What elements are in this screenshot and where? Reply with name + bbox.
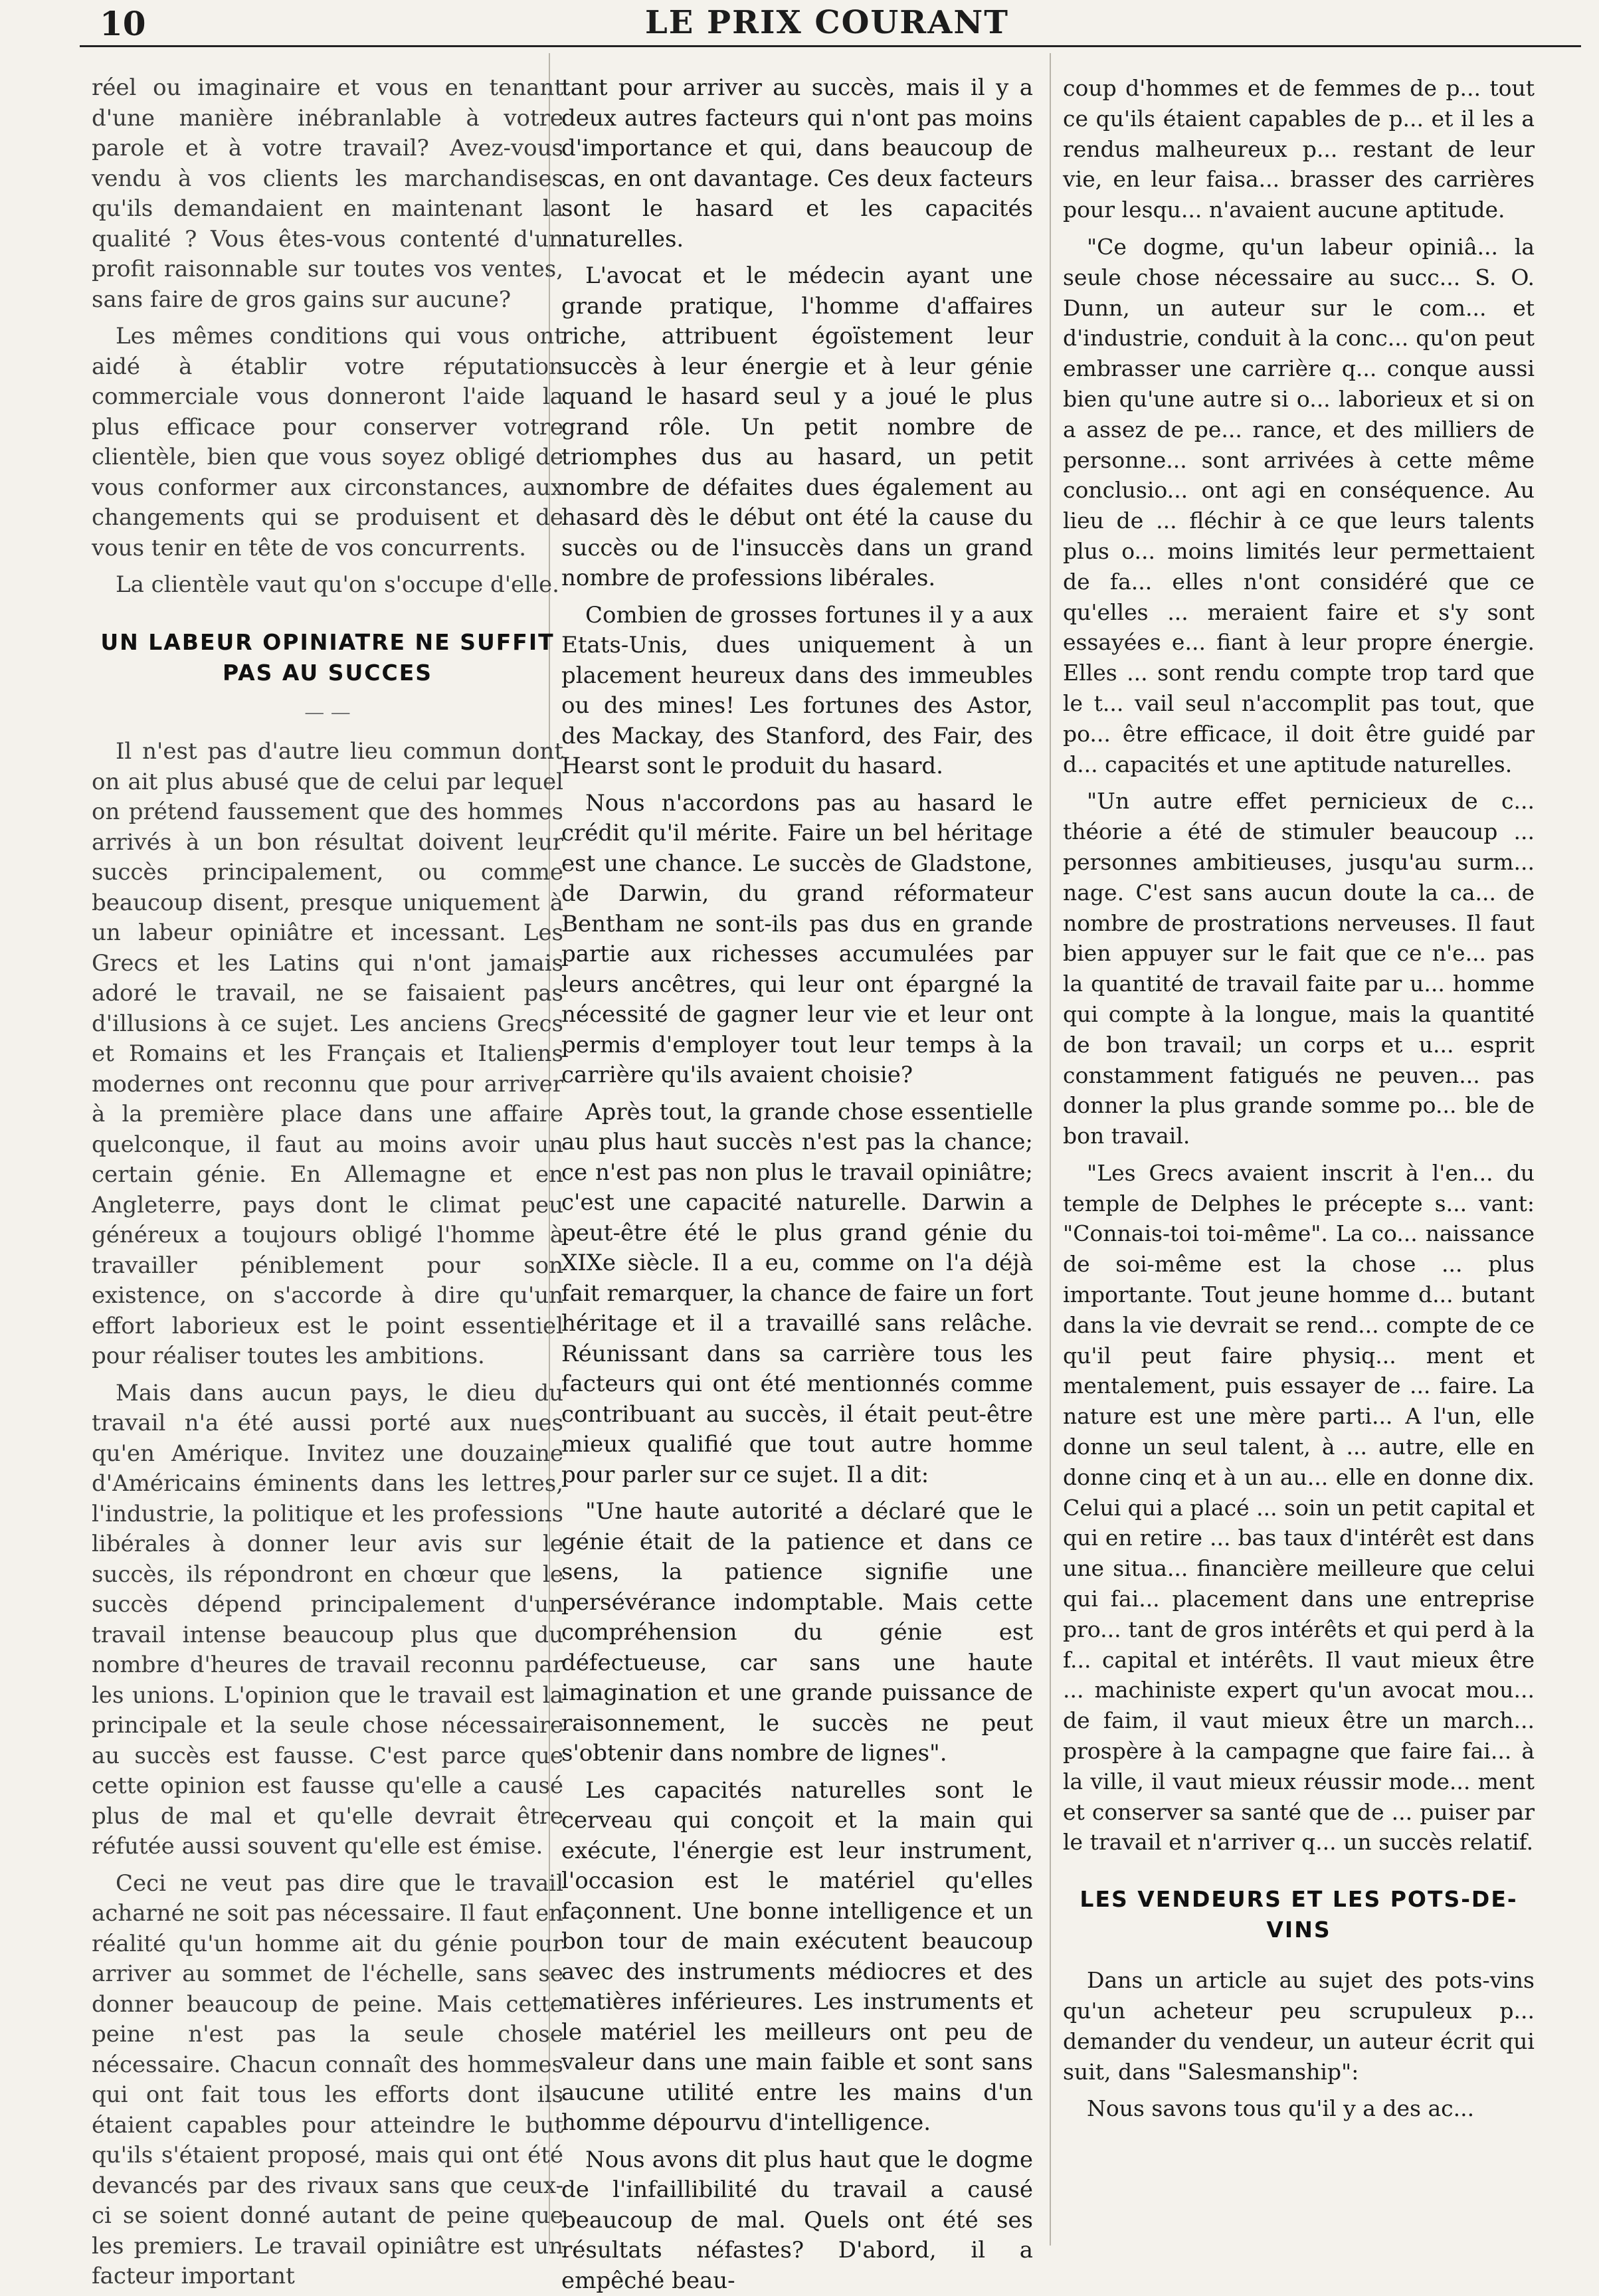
page-number: 10	[100, 4, 146, 43]
column-divider	[1050, 53, 1051, 2246]
paragraph: Il n'est pas d'autre lieu commun dont on ait plus abusé que de celui par lequel on prétend faussement que des hommes arrivés à un bon résultat doivent leur succès principalement, ou comme beaucoup disent, presque uniquement à un labeur opiniâtre et incessant. Les Grecs et les Latins qui n'ont jamais adoré le travail, ne se faisaient pas d'illusions à ce sujet. Les anciens Grecs et Romains et les Français et Italiens modernes ont reconnu que pour arriver à la première place dans une affaire quelconque, il faut au moins avoir un certain génie. En Allemagne et en Angleterre, pays dont le climat peu généreux a toujours obligé l'homme à travailler péniblement pour son existence, on s'accorde à dire qu'un effort laborieux est le point essentiel pour réaliser toutes les ambitions.	[92, 737, 563, 1372]
paragraph: Les capacités naturelles sont le cerveau qui conçoit et la main qui exécute, l'énergie est leur instrument, l'occasion est le matériel qu'elles façonnent. Une bonne intelligence et un bon tour de main exécutent beaucoup avec des instruments médiocres et des matières inférieures. Les instruments et le matériel les meilleurs ont peu de valeur dans une main faible et sont sans aucune utilité entre les mains d'un homme dépourvu d'intelligence.	[561, 1776, 1033, 2139]
paragraph: réel ou imaginaire et vous en tenant d'une manière inébranlable à votre parole et à votre travail? Avez-vous vendu à vos clients les marchandises qu'ils demandaient en maintenant la qualité ? Vous êtes-vous contenté d'un profit raisonnable sur toutes vos ventes, sans faire de gros gains sur aucune?	[92, 73, 563, 315]
paragraph: Dans un article au sujet des pots-vins qu'un acheteur peu scrupuleux p... demander du vendeur, un auteur écrit qui suit, dans "Salesmanship":	[1063, 1965, 1535, 2087]
paragraph: "Une haute autorité a déclaré que le génie était de la patience et dans ce sens, la patience signifie une persévérance indomptable. Mais cette compréhension du génie est défectueuse, car sans une haute imagination et une grande puissance de raisonnement, le succès ne peut s'obtenir dans nombre de lignes".	[561, 1497, 1033, 1769]
paragraph: "Un autre effet pernicieux de c... théorie a été de stimuler beaucoup ... personnes ambitieuses, jusqu'au surm... nage. C'est sans aucun doute la ca... de nombre de prostrations nerveuses. Il faut bien appuyer sur le fait que ce n'e... pas la quantité de travail faite par u... homme qui compte à la longue, mais la quantité de bon travail; un corps et u... esprit constamment fatigués ne peuven... pas donner la plus grande somme po... ble de bon travail.	[1063, 786, 1535, 1151]
column-1	[92, 73, 563, 2279]
paragraph: "Les Grecs avaient inscrit à l'en... du temple de Delphes le précepte s... vant: "Connais-toi toi-même". La co... naissance de soi-même est la chose ... plus importante. Tout jeune homme d... butant dans la vie devrait se rend... compte de ce qu'il peut faire physiq... ment et mentalement, puis essayer de ... faire. La nature est une mère parti... A l'un, elle donne un seul talent, à ... autre, elle en donne cinq et à un au... elle en donne dix. Celui qui a placé ... soin un petit capital et qui en retire ... bas taux d'intérêt est dans une situa... financière meilleure que celui qui fai... placement dans une entreprise pro... tant de gros intérêts et qui perd à la f... capital et intérêts. Il vaut mieux être ... machiniste expert qu'un avocat mou... de faim, il vaut mieux être un march... prospère à la campagne que faire fai... à la ville, il vaut mieux réussir mode... ment et conserver sa santé que de ... puiser par le travail et n'arriver q... un succès relatif.	[1063, 1158, 1535, 1858]
heading-ornament: — —	[92, 698, 563, 728]
paragraph: Ceci ne veut pas dire que le travail acharné ne soit pas nécessaire. Il faut en réalité qu'un homme ait du génie pour arriver au sommet de l'échelle, sans se donner beaucoup de peine. Mais cette peine n'est pas la seule chose nécessaire. Chacun connaît des hommes qui ont fait tous les efforts dont ils étaient capables pour atteindre le but qu'ils s'étaient proposé, mais qui ont été devancés par des rivaux sans que ceux-ci se soient donné autant de peine que les premiers. Le travail opiniâtre est un facteur important	[92, 1869, 563, 2292]
paragraph: coup d'hommes et de femmes de p... tout ce qu'ils étaient capables de p... et il les a rendus malheureux p... restant de leur vie, en leur faisa... brasser des carrières pour lesqu... n'avaient aucune aptitude.	[1063, 73, 1535, 225]
column-2	[561, 73, 1033, 2279]
paragraph: tant pour arriver au succès, mais il y a deux autres facteurs qui n'ont pas moins d'importance et qui, dans beaucoup de cas, en ont davantage. Ces deux facteurs sont le hasard et les capacités naturelles.	[561, 73, 1033, 254]
page-header	[80, 4, 1574, 44]
paragraph: Après tout, la grande chose essentielle au plus haut succès n'est pas la chance; ce n'est pas non plus le travail opiniâtre; c'est une capacité naturelle. Darwin a peut-être été le plus grand génie du XIXe siècle. Il a eu, comme on l'a déjà fait remarquer, la chance de faire un fort héritage et il a travaillé sans relâche. Réunissant dans sa carrière tous les facteurs qui ont été mentionnés comme contribuant au succès, il était peut-être mieux qualifié que tout autre homme pour parler sur ce sujet. Il a dit:	[561, 1098, 1033, 1491]
paragraph: Les mêmes conditions qui vous ont aidé à établir votre réputation commerciale vous donneront l'aide la plus efficace pour conserver votre clientèle, bien que vous soyez obligé de vous conformer aux circonstances, aux changements qui se produisent et de vous tenir en tête de vos concurrents.	[92, 322, 563, 563]
article-heading: UN LABEUR OPINIATRE NE SUFFIT PAS AU SUCCES	[92, 627, 563, 688]
paragraph: L'avocat et le médecin ayant une grande pratique, l'homme d'affaires riche, attribuent égoïstement leur succès à leur énergie et à leur génie quand le hasard seul y a joué le plus grand rôle. Un petit nombre de triomphes dus au hasard, un petit nombre de défaites dues également au hasard dès le début ont été la cause du succès ou de l'insuccès dans un grand nombre de professions libérales.	[561, 261, 1033, 594]
paragraph: La clientèle vaut qu'on s'occupe d'elle.	[92, 570, 563, 601]
article-heading: LES VENDEURS ET LES POTS-DE-VINS	[1063, 1884, 1535, 1945]
header-rule	[80, 45, 1581, 47]
paragraph: "Ce dogme, qu'un labeur opiniâ... la seule chose nécessaire au succ... S. O. Dunn, un auteur sur le com... et d'industrie, conduit à la conc... qu'on peut embrasser une carrière q... conque aussi bien qu'une autre si o... laborieux et si on a assez de pe... rance, et des milliers de personne... sont arrivées à cette même conclusio... ont agi en conséquence. Au lieu de ... fléchir à ce que leurs talents plus o... moins limités leur permettaient de fa... elles n'ont considéré que ce qu'elles ... meraient faire et s'y sont essayées e... fiant à leur propre énergie. Elles ... sont rendu compte trop tard que le t... vail seul n'accomplit pas tout, que po... être efficace, il doit être guidé par d... capacités et une aptitude naturelles.	[1063, 232, 1535, 779]
running-title: LE PRIX COURANT	[80, 4, 1574, 41]
column-3	[1063, 73, 1535, 2279]
paragraph: Nous savons tous qu'il y a des ac...	[1063, 2093, 1535, 2124]
paragraph: Nous n'accordons pas au hasard le crédit qu'il mérite. Faire un bel héritage est une chance. Le succès de Gladstone, de Darwin, du grand réformateur Bentham ne sont-ils pas dus en grande partie aux richesses accumulées par leurs ancêtres, qui leur ont épargné la nécessité de gagner leur vie et leur ont permis d'employer tout leur temps à la carrière qu'ils avaient choisie?	[561, 789, 1033, 1091]
paragraph: Nous avons dit plus haut que le dogme de l'infaillibilité du travail a causé beaucoup de mal. Quels ont été ses résultats néfastes? D'abord, il a empêché beau-	[561, 2145, 1033, 2296]
paragraph: Combien de grosses fortunes il y a aux Etats-Unis, dues uniquement à un placement heureux dans des immeubles ou des mines! Les fortunes des Astor, des Mackay, des Stanford, des Fair, des Hearst sont le produit du hasard.	[561, 601, 1033, 782]
paragraph: Mais dans aucun pays, le dieu du travail n'a été aussi porté aux nues qu'en Amérique. Invitez une douzaine d'Américains éminents dans les lettres, l'industrie, la politique et les professions libérales à donner leur avis sur le succès, ils répondront en chœur que le succès dépend principalement d'un travail intense beaucoup plus que du nombre d'heures de travail reconnu par les unions. L'opinion que le travail est la principale et la seule chose nécessaire au succès est fausse. C'est parce que cette opinion est fausse qu'elle a causé plus de mal et qu'elle devrait être réfutée aussi souvent qu'elle est émise.	[92, 1379, 563, 1862]
